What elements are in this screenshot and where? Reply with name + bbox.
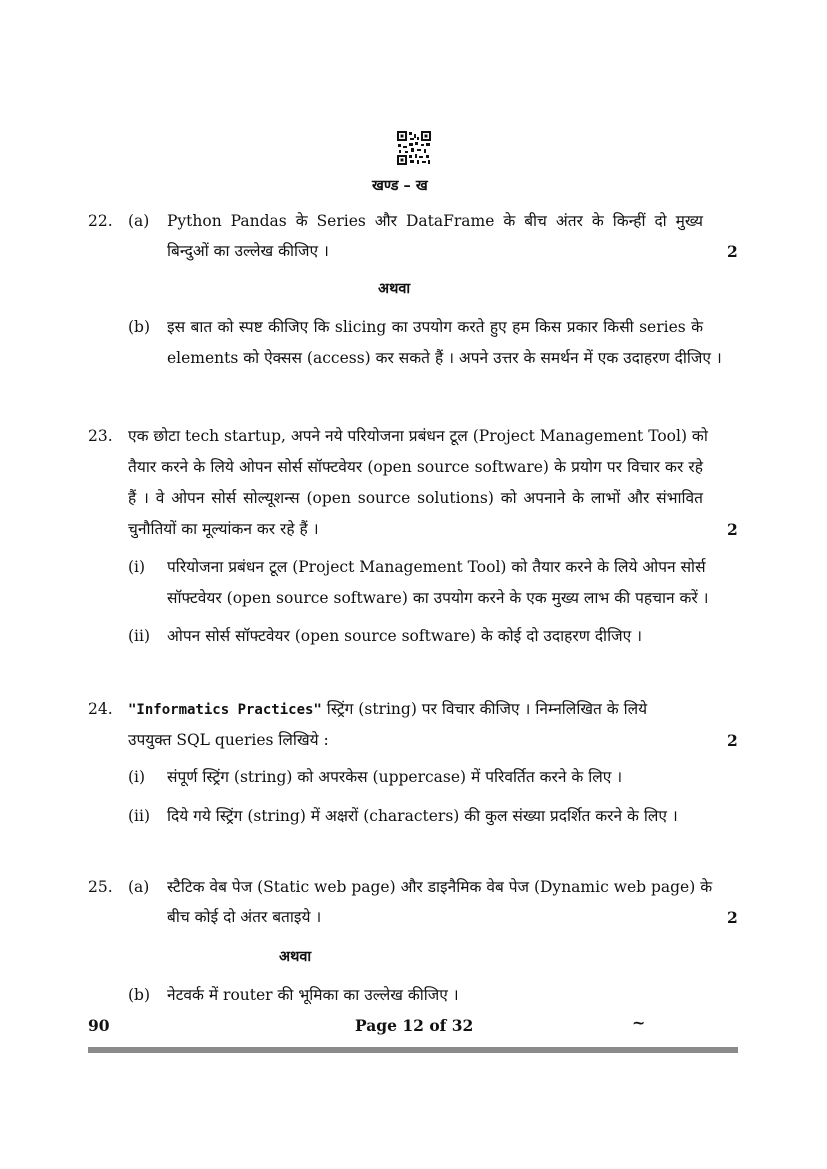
question-text: हैं । वे ओपन सोर्स सोल्यूशन्स (open source solutions) को अपनाने के लाभों और संभावित <box>128 489 703 507</box>
question-text: तैयार करने के लिये ओपन सोर्स सॉफ्टवेयर (open source software) के प्रयोग पर विचार कर रहे <box>128 458 703 476</box>
part-label: (i) <box>128 768 146 786</box>
question-text: ओपन सोर्स सॉफ्टवेयर (open source software) के कोई दो उदाहरण दीजिए । <box>167 627 642 645</box>
question-text: सॉफ्टवेयर (open source software) का उपयोग करने के एक मुख्य लाभ की पहचान करें । <box>167 589 709 607</box>
question-text: एक छोटा tech startup, अपने नये परियोजना प्रबंधन टूल (Project Management Tool) को <box>128 427 708 445</box>
part-label: (a) <box>128 878 150 896</box>
question-text: नेटवर्क में router की भूमिका का उल्लेख कीजिए । <box>167 986 459 1004</box>
part-label: (b) <box>128 986 151 1004</box>
or-label: अथवा <box>279 948 312 965</box>
footer-divider <box>88 1047 738 1053</box>
question-text: बीच कोई दो अंतर बताइये । <box>167 908 322 926</box>
part-label: (i) <box>128 558 146 576</box>
question-text: संपूर्ण स्ट्रिंग (string) को अपरकेस (uppercase) में परिवर्तित करने के लिए । <box>167 768 623 786</box>
paper-code: 90 <box>88 1016 110 1035</box>
marks: 2 <box>727 731 738 750</box>
question-text: स्ट्रिंग (string) पर विचार कीजिए । निम्नलिखित के लिये <box>321 700 648 718</box>
part-label: (a) <box>128 212 150 230</box>
question-text: परियोजना प्रबंधन टूल (Project Management Tool) को तैयार करने के लिये ओपन सोर्स <box>167 558 706 576</box>
question-text: उपयुक्त SQL queries लिखिये : <box>128 731 329 749</box>
question-number: 25. <box>88 878 113 896</box>
marks: 2 <box>727 520 738 539</box>
question-text: elements को ऐक्सस (access) कर सकते हैं । अपने उत्तर के समर्थन में एक उदाहरण दीजिए । <box>167 349 722 367</box>
string-literal: "Informatics Practices" <box>128 702 322 718</box>
section-title: खण्ड – ख <box>372 177 428 194</box>
question-text: बिन्दुओं का उल्लेख कीजिए । <box>167 242 329 260</box>
question-number: 22. <box>88 212 113 230</box>
question-number: 24. <box>88 700 113 718</box>
question-text: दिये गये स्ट्रिंग (string) में अक्षरों (characters) की कुल संख्या प्रदर्शित करने के लिए । <box>167 807 678 825</box>
question-text: Python Pandas के Series और DataFrame के बीच अंतर के किन्हीं दो मुख्य <box>167 212 703 230</box>
question-text: चुनौतियों का मूल्यांकन कर रहे हैं । <box>128 520 319 538</box>
part-label: (ii) <box>128 807 151 825</box>
question-text: स्टैटिक वेब पेज (Static web page) और डाइनैमिक वेब पेज (Dynamic web page) के <box>167 878 713 896</box>
marks: 2 <box>727 908 738 927</box>
tilde-mark: ~ <box>632 1013 646 1032</box>
question-text-row <box>128 699 647 720</box>
question-number: 23. <box>88 427 113 445</box>
part-label: (b) <box>128 318 151 336</box>
qr-code-icon <box>397 131 431 165</box>
or-label: अथवा <box>378 280 411 297</box>
marks: 2 <box>727 242 738 261</box>
page-number: Page 12 of 32 <box>355 1016 474 1035</box>
question-text: इस बात को स्पष्ट कीजिए कि slicing का उपयोग करते हुए हम किस प्रकार किसी series के <box>167 318 703 336</box>
part-label: (ii) <box>128 627 151 645</box>
